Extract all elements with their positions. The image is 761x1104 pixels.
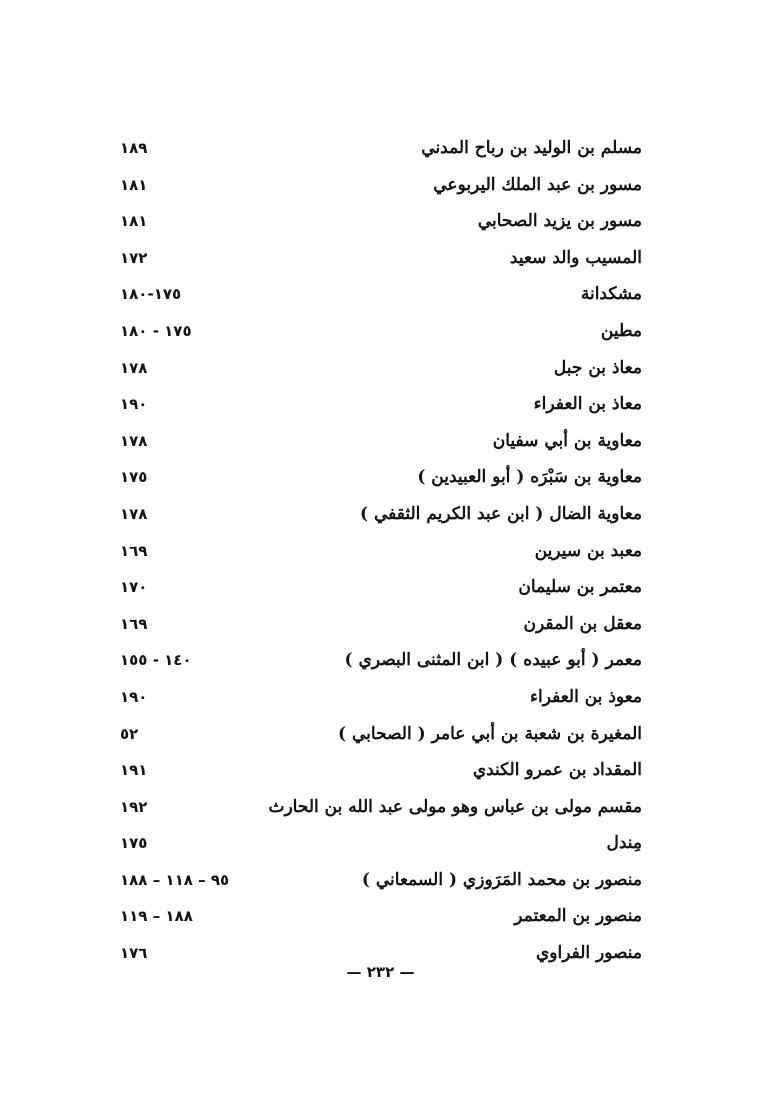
- index-entry: [120, 313, 642, 350]
- entry-page-numbers: ١٩٠: [120, 687, 148, 706]
- index-entry: [120, 423, 642, 460]
- index-entry: [120, 862, 642, 899]
- entry-name: معوذ بن العفراء: [530, 686, 642, 707]
- entry-page-numbers: ١٨١: [120, 175, 148, 194]
- entry-page-numbers: ٩٥ – ١١٨ – ١٨٨: [120, 870, 230, 889]
- index-entry: [120, 569, 642, 606]
- entry-page-numbers: ١٧٥-١٨٠: [120, 285, 182, 304]
- entry-page-numbers: ١٧٥ - ١٨٠: [120, 321, 192, 340]
- entry-name: المسيب والد سعيد: [509, 247, 642, 268]
- entry-page-numbers: ٥٢: [120, 724, 139, 743]
- entry-name: معاوية بن أبي سفيان: [492, 430, 642, 451]
- index-list: [120, 130, 642, 972]
- entry-page-numbers: ١٧٥: [120, 468, 148, 487]
- entry-name: مسلم بن الوليد بن رباح المدني: [421, 138, 642, 158]
- page-number: — ٢٣٢ —: [346, 963, 415, 981]
- entry-name: المقداد بن عمرو الكندي: [472, 760, 642, 781]
- entry-page-numbers: ١٧٨: [120, 504, 148, 523]
- entry-name: منصور الفراوي: [535, 943, 642, 964]
- index-entry: [120, 752, 642, 789]
- index-entry: [120, 606, 642, 643]
- index-entry: [120, 898, 642, 935]
- index-entry: [120, 350, 642, 387]
- entry-page-numbers: ١٩١: [120, 761, 148, 780]
- entry-name: معاذ بن جبل: [553, 357, 642, 378]
- index-entry: [120, 716, 642, 753]
- index-entry: [120, 276, 642, 313]
- entry-name: مسور بن يزيد الصحابي: [477, 211, 642, 232]
- entry-name: معبد بن سيرين: [534, 540, 642, 561]
- entry-name: المغيرة بن شعبة بن أبي عامر ( الصحابي ): [338, 723, 642, 744]
- entry-page-numbers: ١٦٩: [120, 541, 148, 560]
- index-entry: [120, 203, 642, 240]
- index-entry: [120, 130, 642, 167]
- entry-page-numbers: ١٤٠ - ١٥٥: [120, 651, 192, 670]
- index-entry: [120, 240, 642, 277]
- entry-name: مسور بن عبد الملك اليربوعي: [433, 174, 642, 195]
- entry-name: مطين: [600, 320, 642, 341]
- entry-name: مقسم مولى بن عباس وهو مولى عبد الله بن الحارث: [268, 796, 642, 817]
- entry-page-numbers: ١٧٢: [120, 248, 148, 267]
- index-entry: [120, 533, 642, 570]
- entry-name: منصور بن محمد المَرَوزي ( السمعاني ): [361, 869, 642, 890]
- index-entry: [120, 167, 642, 204]
- index-entry: [120, 789, 642, 826]
- entry-page-numbers: ١٨١: [120, 212, 148, 231]
- entry-name: مِندل: [606, 833, 642, 854]
- entry-page-numbers: ١٨٩: [120, 139, 148, 157]
- entry-name: معتمر بن سليمان: [518, 577, 642, 598]
- index-entry: [120, 386, 642, 423]
- entry-name: معاوية بن سَبْرَه ( أبو العبيدين ): [417, 467, 642, 488]
- entry-page-numbers: ١٩٠: [120, 395, 148, 414]
- entry-page-numbers: ١٩٢: [120, 797, 148, 816]
- entry-page-numbers: ١٧٠: [120, 578, 148, 597]
- entry-name: معمر ( أبو عبيده ) ( ابن المثنى البصري ): [344, 650, 642, 671]
- entry-page-numbers: ١٦٩: [120, 614, 148, 633]
- entry-name: منصور بن المعتمر: [514, 906, 642, 927]
- entry-name: معقل بن المقرن: [523, 613, 642, 634]
- entry-name: معاوية الضال ( ابن عبد الكريم الثقفي ): [360, 503, 642, 524]
- entry-name: مشكدانة: [580, 284, 642, 305]
- entry-page-numbers: ١٧٥: [120, 834, 148, 853]
- index-entry: [120, 825, 642, 862]
- index-entry: [120, 642, 642, 679]
- entry-name: معاذ بن العفراء: [533, 394, 642, 415]
- entry-page-numbers: ١٧٨: [120, 431, 148, 450]
- entry-page-numbers: ١٧٦: [120, 944, 148, 963]
- index-entry: [120, 679, 642, 716]
- entry-page-numbers: ١٧٨: [120, 358, 148, 377]
- entry-page-numbers: ١٨٨ – ١١٩: [120, 907, 193, 926]
- index-entry: [120, 459, 642, 496]
- index-entry: [120, 496, 642, 533]
